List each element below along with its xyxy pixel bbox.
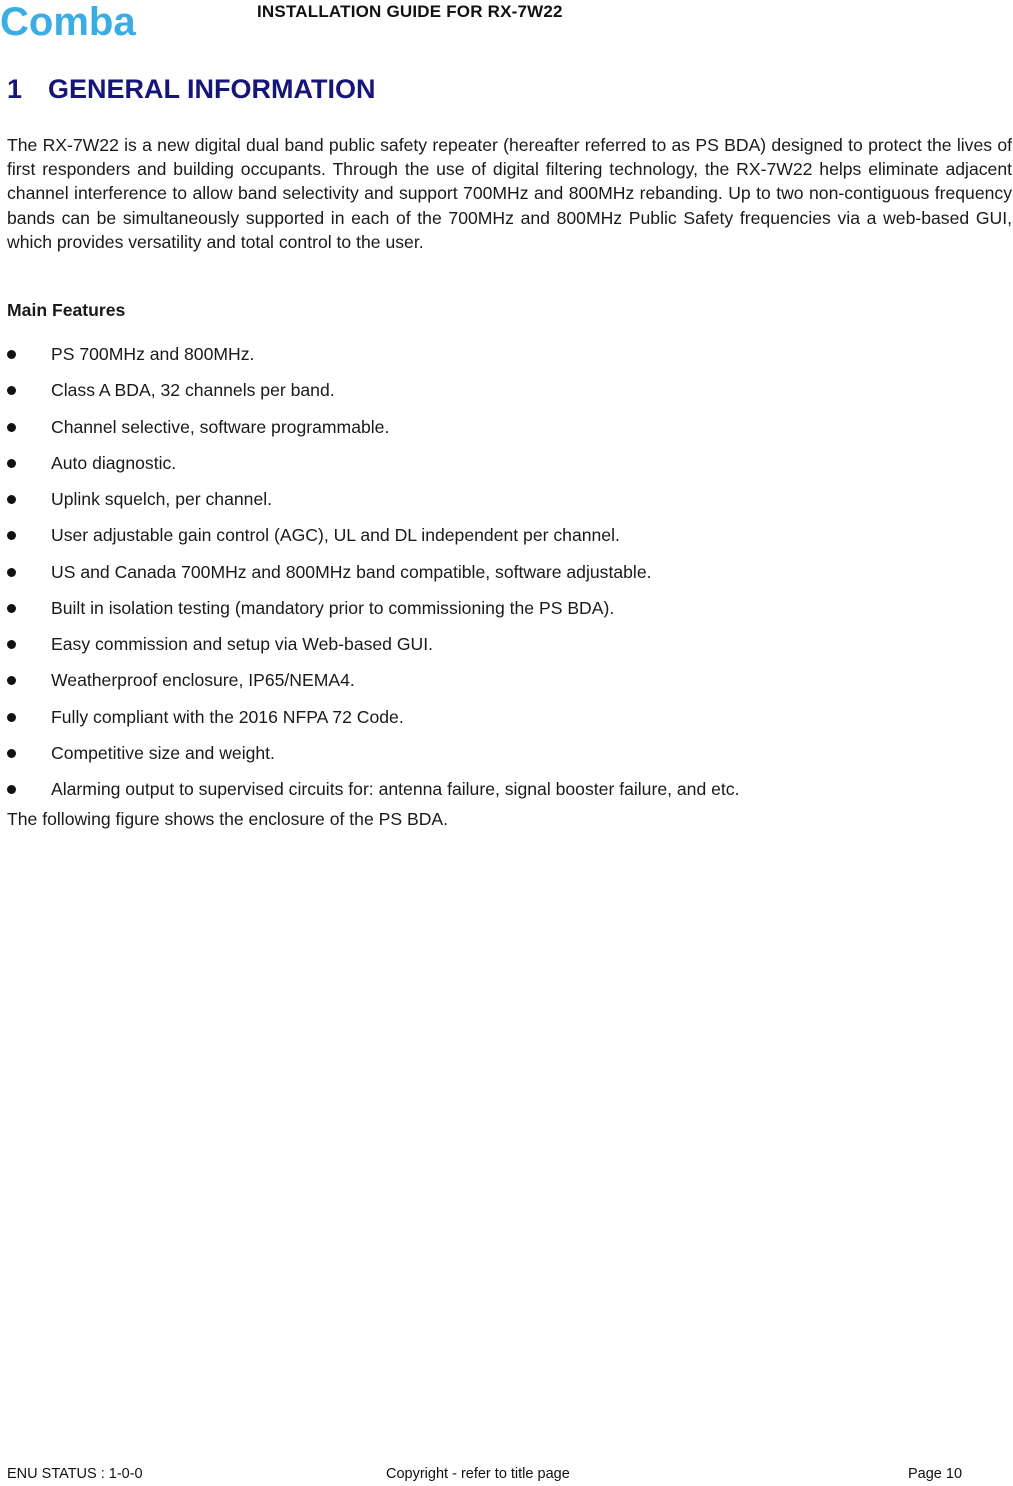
list-item: Uplink squelch, per channel. [7,489,739,525]
section-number: 1 [7,74,23,104]
section-title: GENERAL INFORMATION [48,74,376,104]
list-item: Alarming output to supervised circuits for: antenna failure, signal booster failure, and etc. [7,779,739,815]
copyright-notice: Copyright - refer to title page [386,1466,570,1482]
bullet-icon [7,713,16,722]
section-heading [7,74,376,105]
bullet-icon [7,350,16,359]
list-item: Weatherproof enclosure, IP65/NEMA4. [7,670,739,706]
list-item: Channel selective, software programmable. [7,417,739,453]
features-list [7,344,739,815]
page-number: Page 10 [908,1466,963,1482]
bullet-icon [7,640,16,649]
bullet-icon [7,423,16,432]
bullet-icon [7,604,16,613]
list-item: Easy commission and setup via Web-based GUI. [7,634,739,670]
list-item: Built in isolation testing (mandatory prior to commissioning the PS BDA). [7,598,739,634]
bullet-icon [7,676,16,685]
list-item: Fully compliant with the 2016 NFPA 72 Code. [7,707,739,743]
bullet-icon [7,749,16,758]
intro-paragraph: The RX-7W22 is a new digital dual band public safety repeater (hereafter referred to as PS BDA) designed to protect the lives of first responders and building occupants. Through the use of digital filtering technology, the RX-7W22 helps eliminate adjacent channel interference to allow band selectivity and support 700MHz and 800MHz rebanding. Up to two non-contiguous frequency bands can be simultaneously supported in each of the 700MHz and 800MHz Public Safety frequencies via a web-based GUI, which provides versatility and total control to the user. [7,135,1012,252]
comba-logo [0,2,182,40]
bullet-icon [7,785,16,794]
bullet-icon [7,386,16,395]
list-item: US and Canada 700MHz and 800MHz band compatible, software adjustable. [7,562,739,598]
list-item: PS 700MHz and 800MHz. [7,344,739,380]
logo-text: Comba [0,2,136,40]
bullet-icon [7,495,16,504]
bullet-icon [7,459,16,468]
features-heading: Main Features [7,300,126,320]
list-item: User adjustable gain control (AGC), UL and DL independent per channel. [7,525,739,561]
list-item: Competitive size and weight. [7,743,739,779]
bullet-icon [7,568,16,577]
closing-paragraph: The following figure shows the enclosure of the PS BDA. [7,809,449,829]
bullet-icon [7,531,16,540]
document-title: INSTALLATION GUIDE FOR RX-7W22 [257,2,563,21]
list-item: Class A BDA, 32 channels per band. [7,380,739,416]
enu-status: ENU STATUS : 1-0-0 [7,1466,143,1482]
list-item: Auto diagnostic. [7,453,739,489]
